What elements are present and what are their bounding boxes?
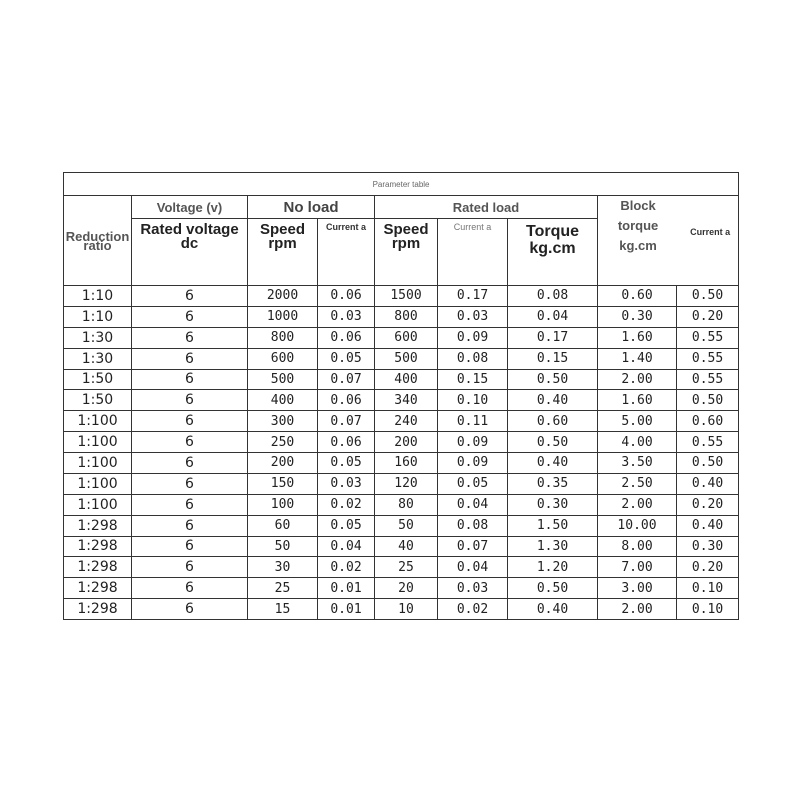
cell-reduction-ratio: 1:50 (64, 390, 132, 411)
cell-rated-speed: 1500 (375, 286, 438, 307)
cell-block-current: 0.55 (677, 348, 739, 369)
cell-torque: 0.40 (508, 453, 598, 474)
cell-torque: 0.04 (508, 306, 598, 327)
cell-rated-current: 0.09 (438, 327, 508, 348)
cell-reduction-ratio: 1:30 (64, 327, 132, 348)
header-block-torque: Block torque kg.cm (617, 198, 659, 253)
cell-rated-speed: 120 (375, 473, 438, 494)
table-row (64, 473, 739, 494)
cell-no-load-current: 0.05 (318, 453, 375, 474)
cell-block-current: 0.20 (677, 306, 739, 327)
cell-torque: 0.08 (508, 286, 598, 307)
cell-torque: 1.30 (508, 536, 598, 557)
cell-torque: 1.50 (508, 515, 598, 536)
cell-block-current: 0.30 (677, 536, 739, 557)
cell-block-torque: 1.60 (598, 327, 677, 348)
cell-rated-voltage: 6 (132, 473, 248, 494)
table-row (64, 557, 739, 578)
cell-block-torque: 10.00 (598, 515, 677, 536)
table-row (64, 369, 739, 390)
cell-torque: 0.30 (508, 494, 598, 515)
cell-no-load-speed: 300 (248, 411, 318, 432)
cell-block-torque: 0.30 (598, 306, 677, 327)
table-row (64, 515, 739, 536)
cell-rated-speed: 400 (375, 369, 438, 390)
cell-reduction-ratio: 1:100 (64, 432, 132, 453)
cell-torque: 1.20 (508, 557, 598, 578)
cell-rated-voltage: 6 (132, 286, 248, 307)
cell-rated-voltage: 6 (132, 515, 248, 536)
cell-rated-voltage: 6 (132, 348, 248, 369)
cell-rated-speed: 160 (375, 453, 438, 474)
cell-no-load-current: 0.06 (318, 327, 375, 348)
cell-rated-current: 0.02 (438, 599, 508, 620)
cell-no-load-speed: 1000 (248, 306, 318, 327)
cell-no-load-current: 0.04 (318, 536, 375, 557)
cell-rated-current: 0.04 (438, 557, 508, 578)
cell-rated-speed: 40 (375, 536, 438, 557)
cell-reduction-ratio: 1:298 (64, 536, 132, 557)
table-row (64, 536, 739, 557)
cell-rated-current: 0.04 (438, 494, 508, 515)
cell-rated-voltage: 6 (132, 411, 248, 432)
table-row (64, 578, 739, 599)
cell-block-current: 0.55 (677, 369, 739, 390)
cell-rated-speed: 200 (375, 432, 438, 453)
cell-no-load-current: 0.03 (318, 306, 375, 327)
cell-rated-current: 0.09 (438, 432, 508, 453)
cell-rated-voltage: 6 (132, 369, 248, 390)
cell-rated-voltage: 6 (132, 306, 248, 327)
cell-block-current: 0.55 (677, 432, 739, 453)
header-block-group (598, 196, 739, 286)
cell-rated-current: 0.07 (438, 536, 508, 557)
table-row (64, 494, 739, 515)
cell-rated-voltage: 6 (132, 536, 248, 557)
header-torque: Torque kg.cm (508, 219, 598, 286)
cell-block-current: 0.50 (677, 286, 739, 307)
cell-block-current: 0.40 (677, 473, 739, 494)
cell-reduction-ratio: 1:298 (64, 557, 132, 578)
cell-no-load-current: 0.05 (318, 515, 375, 536)
cell-torque: 0.35 (508, 473, 598, 494)
cell-torque: 0.40 (508, 599, 598, 620)
cell-block-torque: 7.00 (598, 557, 677, 578)
cell-rated-speed: 25 (375, 557, 438, 578)
cell-block-torque: 2.00 (598, 494, 677, 515)
cell-block-torque: 0.60 (598, 286, 677, 307)
cell-reduction-ratio: 1:10 (64, 286, 132, 307)
table-body (64, 286, 739, 620)
header-no-load-current: Current a (318, 219, 375, 286)
cell-rated-voltage: 6 (132, 494, 248, 515)
cell-torque: 0.15 (508, 348, 598, 369)
cell-rated-speed: 340 (375, 390, 438, 411)
cell-rated-speed: 20 (375, 578, 438, 599)
cell-rated-speed: 500 (375, 348, 438, 369)
cell-reduction-ratio: 1:298 (64, 578, 132, 599)
cell-rated-voltage: 6 (132, 557, 248, 578)
cell-no-load-current: 0.03 (318, 473, 375, 494)
cell-no-load-current: 0.01 (318, 599, 375, 620)
cell-no-load-speed: 15 (248, 599, 318, 620)
cell-block-torque: 4.00 (598, 432, 677, 453)
header-rated-load: Rated load (375, 196, 598, 219)
cell-no-load-current: 0.01 (318, 578, 375, 599)
cell-no-load-current: 0.02 (318, 494, 375, 515)
cell-torque: 0.60 (508, 411, 598, 432)
cell-rated-current: 0.05 (438, 473, 508, 494)
cell-rated-current: 0.17 (438, 286, 508, 307)
cell-no-load-speed: 150 (248, 473, 318, 494)
table-row (64, 327, 739, 348)
cell-block-current: 0.10 (677, 578, 739, 599)
cell-block-torque: 8.00 (598, 536, 677, 557)
cell-rated-current: 0.08 (438, 348, 508, 369)
cell-block-torque: 3.00 (598, 578, 677, 599)
cell-rated-current: 0.09 (438, 453, 508, 474)
cell-torque: 0.50 (508, 432, 598, 453)
cell-reduction-ratio: 1:298 (64, 599, 132, 620)
cell-block-current: 0.40 (677, 515, 739, 536)
cell-reduction-ratio: 1:100 (64, 494, 132, 515)
cell-reduction-ratio: 1:298 (64, 515, 132, 536)
cell-rated-current: 0.15 (438, 369, 508, 390)
cell-no-load-speed: 60 (248, 515, 318, 536)
cell-rated-voltage: 6 (132, 599, 248, 620)
cell-no-load-current: 0.07 (318, 411, 375, 432)
cell-no-load-speed: 400 (248, 390, 318, 411)
cell-rated-voltage: 6 (132, 578, 248, 599)
cell-rated-current: 0.08 (438, 515, 508, 536)
table-row (64, 286, 739, 307)
cell-no-load-current: 0.05 (318, 348, 375, 369)
cell-block-current: 0.20 (677, 557, 739, 578)
cell-torque: 0.17 (508, 327, 598, 348)
cell-torque: 0.50 (508, 578, 598, 599)
cell-rated-voltage: 6 (132, 327, 248, 348)
cell-no-load-speed: 2000 (248, 286, 318, 307)
header-rated-voltage: Rated voltage dc (132, 219, 248, 286)
cell-block-torque: 2.50 (598, 473, 677, 494)
header-rated-current: Current a (438, 219, 508, 286)
header-reduction-ratio: Reduction ratio (64, 196, 132, 286)
cell-reduction-ratio: 1:30 (64, 348, 132, 369)
header-no-load-speed: Speed rpm (248, 219, 318, 286)
cell-rated-current: 0.10 (438, 390, 508, 411)
cell-reduction-ratio: 1:100 (64, 473, 132, 494)
cell-no-load-speed: 100 (248, 494, 318, 515)
cell-block-torque: 2.00 (598, 369, 677, 390)
table-row (64, 306, 739, 327)
parameter-table (63, 172, 739, 620)
cell-block-current: 0.60 (677, 411, 739, 432)
cell-reduction-ratio: 1:100 (64, 411, 132, 432)
cell-reduction-ratio: 1:50 (64, 369, 132, 390)
table-row (64, 432, 739, 453)
cell-block-current: 0.20 (677, 494, 739, 515)
header-rated-speed: Speed rpm (375, 219, 438, 286)
cell-no-load-speed: 800 (248, 327, 318, 348)
cell-no-load-speed: 200 (248, 453, 318, 474)
cell-block-torque: 1.40 (598, 348, 677, 369)
cell-block-current: 0.50 (677, 390, 739, 411)
cell-rated-current: 0.03 (438, 578, 508, 599)
cell-block-torque: 2.00 (598, 599, 677, 620)
cell-block-torque: 5.00 (598, 411, 677, 432)
cell-rated-speed: 800 (375, 306, 438, 327)
cell-reduction-ratio: 1:10 (64, 306, 132, 327)
cell-no-load-current: 0.06 (318, 390, 375, 411)
cell-torque: 0.40 (508, 390, 598, 411)
cell-no-load-current: 0.07 (318, 369, 375, 390)
cell-no-load-speed: 50 (248, 536, 318, 557)
header-no-load: No load (248, 196, 375, 219)
header-block-current: Current a (690, 227, 731, 237)
table-title: Parameter table (64, 173, 739, 196)
cell-no-load-speed: 30 (248, 557, 318, 578)
cell-block-torque: 1.60 (598, 390, 677, 411)
cell-block-torque: 3.50 (598, 453, 677, 474)
cell-reduction-ratio: 1:100 (64, 453, 132, 474)
header-voltage: Voltage (v) (132, 196, 248, 219)
table-row (64, 390, 739, 411)
cell-block-current: 0.10 (677, 599, 739, 620)
table-row (64, 411, 739, 432)
cell-rated-current: 0.03 (438, 306, 508, 327)
cell-no-load-speed: 250 (248, 432, 318, 453)
cell-rated-speed: 50 (375, 515, 438, 536)
cell-rated-speed: 80 (375, 494, 438, 515)
cell-rated-voltage: 6 (132, 390, 248, 411)
table-row (64, 453, 739, 474)
cell-torque: 0.50 (508, 369, 598, 390)
cell-no-load-current: 0.06 (318, 286, 375, 307)
cell-block-current: 0.55 (677, 327, 739, 348)
cell-no-load-speed: 25 (248, 578, 318, 599)
cell-rated-voltage: 6 (132, 453, 248, 474)
cell-no-load-current: 0.02 (318, 557, 375, 578)
table-row (64, 348, 739, 369)
cell-rated-speed: 10 (375, 599, 438, 620)
cell-no-load-speed: 500 (248, 369, 318, 390)
cell-rated-current: 0.11 (438, 411, 508, 432)
cell-no-load-current: 0.06 (318, 432, 375, 453)
cell-rated-speed: 600 (375, 327, 438, 348)
cell-block-current: 0.50 (677, 453, 739, 474)
cell-rated-voltage: 6 (132, 432, 248, 453)
cell-no-load-speed: 600 (248, 348, 318, 369)
cell-rated-speed: 240 (375, 411, 438, 432)
table-row (64, 599, 739, 620)
